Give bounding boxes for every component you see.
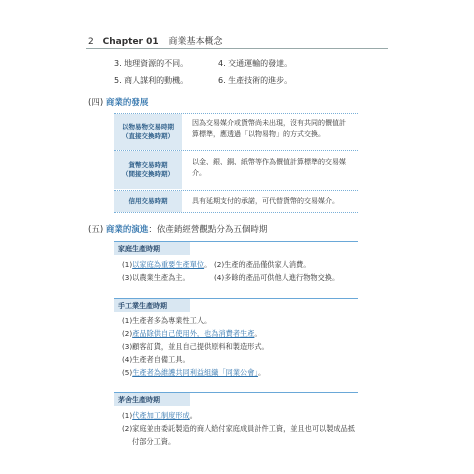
panel-item: (2)生產的產品僅供家人消費。	[214, 260, 311, 269]
item-highlight: 代產加工制度形成	[132, 411, 190, 420]
item-highlight: 產品除供自己使用外，也為消費者生產	[132, 329, 255, 338]
panel-item: (4)生產者自備工具。	[122, 355, 190, 364]
item-text: (1)	[122, 260, 133, 269]
panel-item: (2)家庭並由委託製造的商人給付家庭成員計件工資，並且也可以製成品抵	[122, 424, 355, 433]
item-text: 。	[257, 368, 266, 377]
panel-item	[122, 260, 211, 270]
panel-heading: 茅舍生產時期	[114, 393, 190, 406]
item-text: (1)	[122, 411, 133, 420]
panel-item	[122, 329, 262, 339]
section-four-heading	[88, 96, 148, 108]
row-description-line: 介。	[192, 169, 206, 177]
section-number: (四)	[88, 98, 104, 108]
row-description-line: 算標準，應透過「以物易物」的方式交換。	[192, 130, 325, 138]
item-text: 。	[189, 411, 197, 420]
panel-item: (3)顧客訂貨，並且自己提供原料和製造形式。	[122, 342, 269, 351]
panel-heading: 家庭生產時期	[114, 242, 190, 255]
intro-item: 4. 交通運輸的發達。	[218, 59, 293, 68]
section-five-heading	[88, 223, 267, 235]
row-label	[114, 151, 186, 189]
section-title: 商業的發展	[105, 98, 149, 108]
intro-item: 6. 生產技術的進步。	[218, 76, 293, 85]
item-text: 。	[204, 260, 212, 269]
section-title: 商業的演進	[105, 225, 149, 235]
panel-item	[122, 368, 265, 378]
section-number: (五)	[88, 225, 104, 235]
row-label-line: （間接交換時期）	[122, 170, 174, 178]
period-panel-cottage	[114, 392, 358, 453]
item-highlight: 生產者為維護共同利益組織「同業公會」	[132, 368, 258, 377]
row-label-line: 信用交易時期	[128, 197, 168, 205]
intro-item: 5. 商人謀利的動機。	[114, 76, 189, 85]
row-label-line: 以物易物交易時期	[122, 123, 174, 131]
intro-item: 3. 地理資源的不同。	[114, 59, 189, 68]
item-text: 。	[254, 329, 262, 338]
header-rule	[86, 48, 388, 49]
panel-item	[122, 411, 197, 421]
table-row	[114, 191, 358, 212]
row-label-line: （直接交換時期）	[122, 132, 174, 140]
table-row	[114, 114, 358, 150]
period-panel-household	[114, 241, 358, 292]
panel-item: (4)多餘的產品可供他人進行物物交換。	[214, 273, 340, 282]
row-label-line: 貨幣交易時期	[128, 161, 168, 169]
row-description-line: 以金、銀、銅、紙幣等作為價值計算標準的交易媒	[192, 158, 346, 166]
item-text: (2)	[122, 329, 133, 338]
panel-item: 付部分工資。	[132, 437, 176, 446]
table-row	[114, 151, 358, 189]
panel-heading: 手工業生產時期	[114, 299, 190, 312]
row-divider	[114, 212, 358, 213]
commerce-development-table	[114, 113, 358, 213]
chapter-label: Chapter 01	[102, 37, 159, 47]
row-description-line: 因為交易媒介或貨幣尚未出現，沒有共同的價值計	[192, 119, 346, 127]
item-text: (5)	[122, 368, 133, 377]
page-number: 2	[88, 37, 94, 47]
chapter-title: 商業基本概念	[168, 37, 223, 47]
panel-item: (3)以農業生產為主。	[122, 273, 190, 282]
section-subtitle: ：依產銷經營觀點分為五個時期	[148, 225, 268, 235]
row-description	[186, 114, 358, 150]
period-panel-handicraft	[114, 298, 358, 384]
panel-item: (1)生產者多為專業性工人。	[122, 316, 212, 325]
item-highlight: 以家庭為重要生產單位	[132, 260, 205, 269]
row-description	[186, 191, 358, 212]
running-header	[88, 34, 223, 47]
row-description	[186, 151, 358, 189]
row-label	[114, 114, 186, 150]
row-description-line: 具有延期支付的承諾，可代替貨幣的交易媒介。	[192, 197, 339, 205]
row-label	[114, 191, 186, 212]
